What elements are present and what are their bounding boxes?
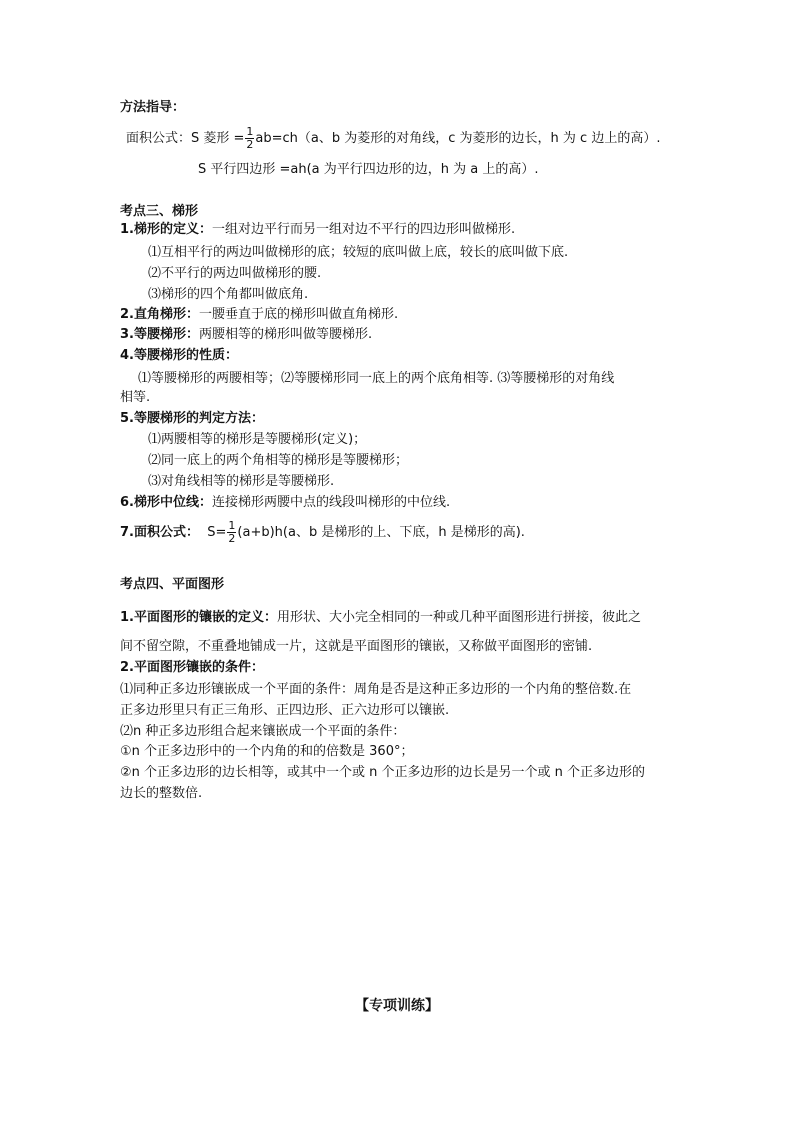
area-fraction-denominator: 2 (228, 532, 236, 545)
judgement-item-2: ⑵同一底上的两个角相等的梯形是等腰梯形； (148, 453, 409, 468)
area-formula-label: 7.面积公式： (120, 525, 199, 540)
trapezoid-area-formula (120, 520, 680, 545)
area-fraction-numerator: 1 (228, 519, 236, 532)
right-trapezoid-text: 一腰垂直于底的梯形叫做直角梯形. (198, 307, 399, 322)
fraction-numerator: 1 (246, 125, 254, 138)
area-fraction (227, 520, 236, 545)
median-line (120, 494, 680, 512)
area-formula-suffix: (a+b)h(a、b 是梯形的上、下底，h 是梯形的高). (237, 525, 525, 540)
rhombus-formula-suffix: ab=ch（a、b 为菱形的对角线，c 为菱形的边长，h 为 c 边上的高）. (255, 131, 661, 146)
rhombus-formula-prefix: 面积公式：S 菱形 = (126, 131, 245, 146)
condition-2-b-line-1: ②n 个正多边形的边长相等，或其中一个或 n 个正多边形的边长是另一个或 n 个正多边形的 (120, 765, 646, 780)
tessellation-text-2: 间不留空隙，不重叠地铺成一片，这就是平面图形的镶嵌，又称做平面图形的密铺. (120, 639, 593, 654)
tessellation-text-1: 用形状、大小完全相同的一种或几种平面图形进行拼接，彼此之 (276, 610, 641, 625)
condition-2-a: ①n 个正多边形中的一个内角的和的倍数是 360°； (120, 744, 414, 759)
condition-2-b-line-2: 边长的整数倍. (120, 786, 203, 801)
definition-item-3: ⑶梯形的四个角都叫做底角. (148, 287, 309, 302)
tessellation-label: 1.平面图形的镶嵌的定义： (120, 610, 277, 625)
isosceles-trapezoid (120, 326, 680, 344)
median-line-text: 连接梯形两腰中点的线段叫梯形的中位线. (211, 495, 451, 510)
definition-item-1: ⑴互相平行的两边叫做梯形的底；较短的底叫做上底，较长的底叫做下底. (148, 245, 569, 260)
training-title: 【专项训练】 (355, 998, 439, 1014)
area-formula-prefix: S= (207, 525, 227, 540)
median-line-label: 6.梯形中位线： (120, 495, 212, 510)
tessellation-definition (120, 609, 680, 627)
fraction-one-half (245, 126, 254, 151)
judgement-label: 5.等腰梯形的判定方法： (120, 411, 264, 426)
isosceles-trapezoid-text: 两腰相等的梯形叫做等腰梯形. (198, 327, 373, 342)
rhombus-area-formula (126, 126, 686, 151)
trapezoid-definition (120, 221, 680, 239)
conditions-label: 2.平面图形镶嵌的条件： (120, 660, 264, 675)
parallelogram-area-formula: S 平行四边形 =ah(a 为平行四边形的边，h 为 a 上的高）. (198, 162, 539, 177)
isosceles-trapezoid-label: 3.等腰梯形： (120, 327, 199, 342)
judgement-item-3: ⑶对角线相等的梯形是等腰梯形. (148, 474, 335, 489)
method-heading: 方法指导： (120, 100, 186, 115)
properties-line-2: 相等. (120, 390, 151, 405)
condition-1-line-1: ⑴同种正多边形镶嵌成一个平面的条件：周角是否是这种正多边形的一个内角的整倍数.在 (120, 682, 632, 697)
condition-2: ⑵n 种正多边形组合起来镶嵌成一个平面的条件： (120, 724, 406, 739)
judgement-item-1: ⑴两腰相等的梯形是等腰梯形(定义)； (148, 432, 367, 447)
kp4-heading: 考点四、平面图形 (120, 577, 225, 592)
condition-1-line-2: 正多边形里只有正三角形、正四边形、正六边形可以镶嵌. (120, 703, 450, 718)
right-trapezoid (120, 306, 680, 324)
properties-line-1: ⑴等腰梯形的两腰相等；⑵等腰梯形同一底上的两个底角相等. ⑶等腰梯形的对角线 (138, 371, 615, 386)
right-trapezoid-label: 2.直角梯形： (120, 307, 199, 322)
trapezoid-definition-text: 一组对边平行而另一组对边不平行的四边形叫做梯形. (211, 222, 516, 237)
definition-item-2: ⑵不平行的两边叫做梯形的腰. (148, 266, 322, 281)
kp3-heading: 考点三、梯形 (120, 204, 199, 219)
trapezoid-definition-label: 1.梯形的定义： (120, 222, 212, 237)
properties-label: 4.等腰梯形的性质： (120, 348, 238, 363)
fraction-denominator: 2 (246, 138, 254, 151)
